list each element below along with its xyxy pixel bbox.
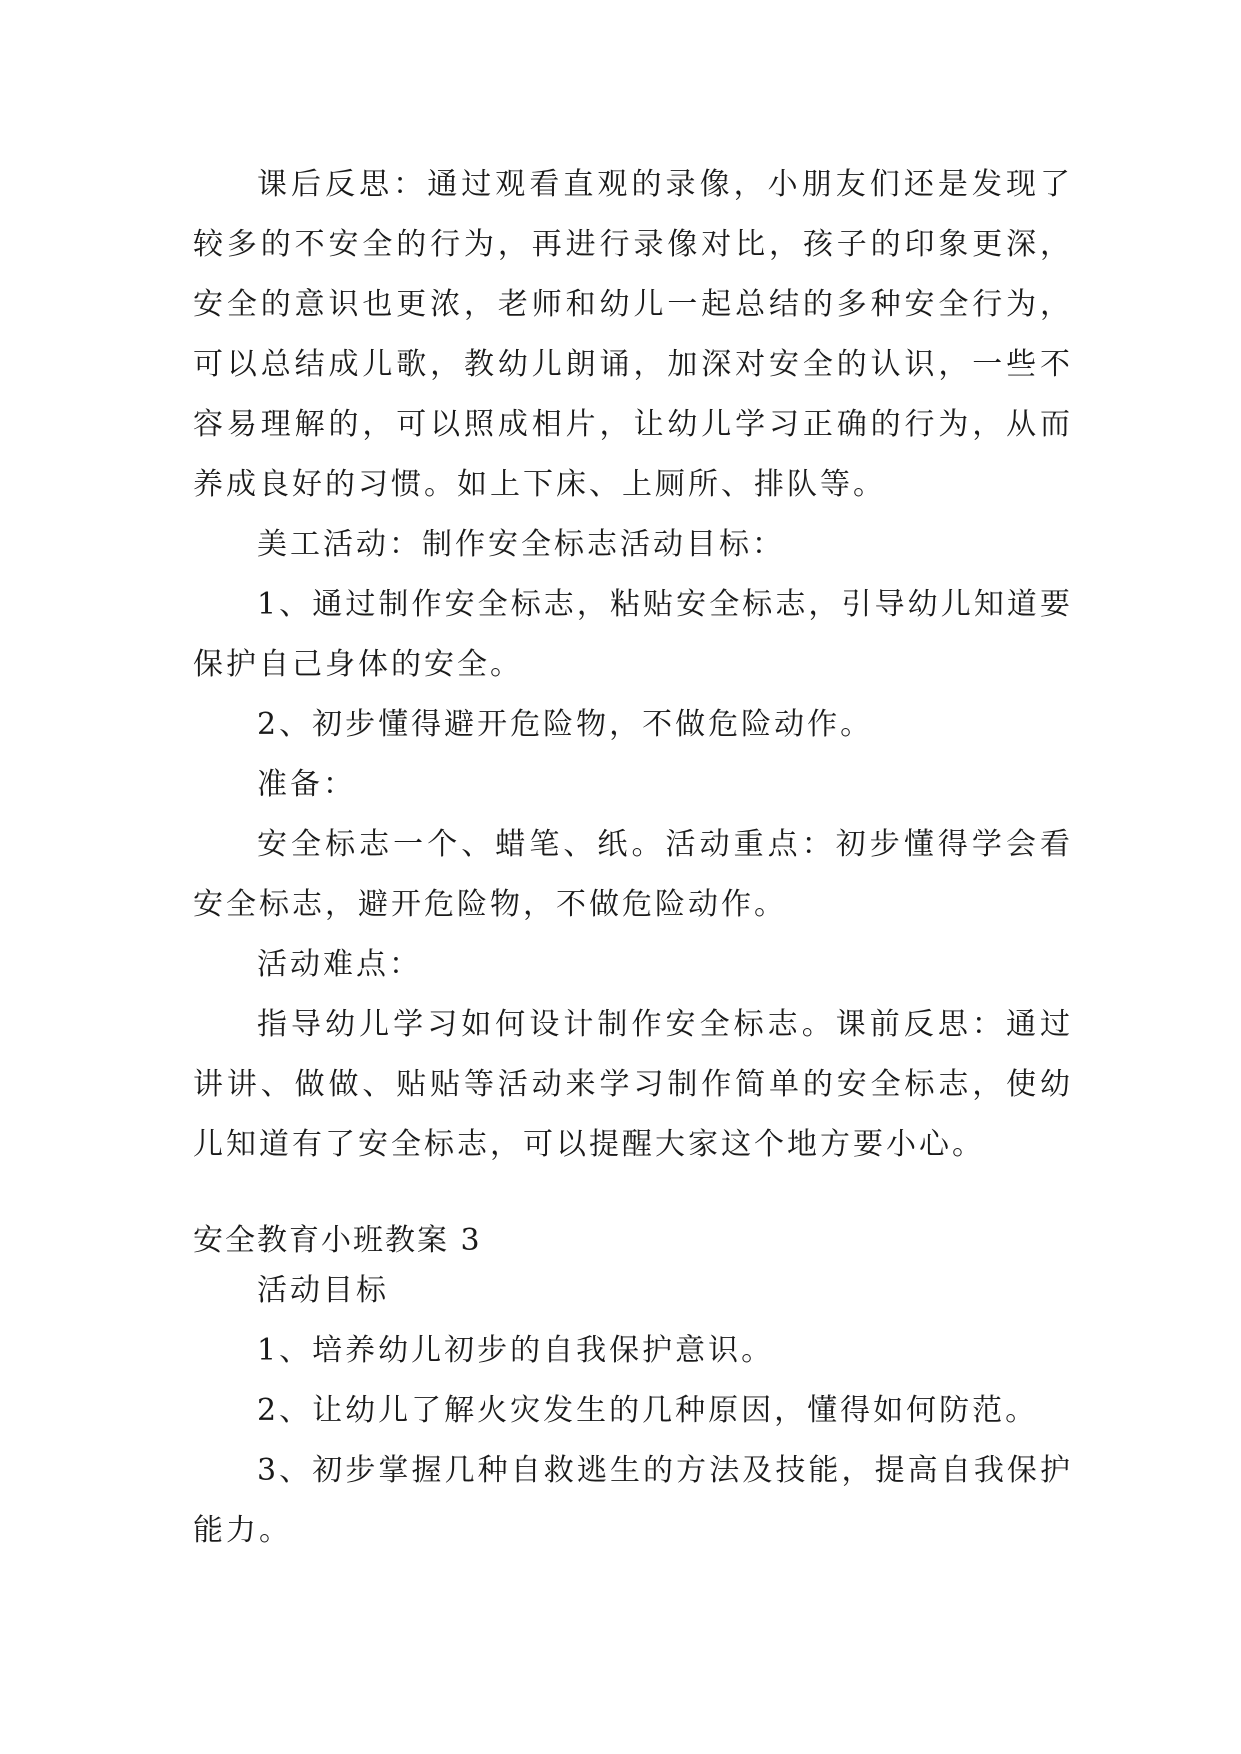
section-2-body bbox=[193, 1261, 1073, 1561]
paragraph-difficulty-label: 活动难点： bbox=[257, 947, 422, 982]
paragraph-objectives-label: 活动目标 bbox=[257, 1273, 389, 1308]
paragraph-preparation: 安全标志一个、蜡笔、纸。活动重点：初步懂得学会看安全标志，避开危险物，不做危险动作。 bbox=[193, 827, 1073, 922]
paragraph-difficulty: 指导幼儿学习如何设计制作安全标志。课前反思：通过讲讲、做做、贴贴等活动来学习制作简单的安全标志，使幼儿知道有了安全标志，可以提醒大家这个地方要小心。 bbox=[193, 1007, 1073, 1162]
paragraph-goal-2: 2、初步懂得避开危险物，不做危险动作。 bbox=[257, 707, 874, 742]
paragraph-reflection: 课后反思：通过观看直观的录像，小朋友们还是发现了较多的不安全的行为，再进行录像对比，孩子的印象更深，安全的意识也更浓，老师和幼儿一起总结的多种安全行为，可以总结成儿歌，教幼儿朗诵，加深对安全的认识，一些不容易理解的，可以照成相片，让幼儿学习正确的行为，从而养成良好的习惯。如上下床、上厕所、排队等。 bbox=[193, 167, 1073, 502]
paragraph-preparation-label: 准备： bbox=[257, 767, 356, 802]
paragraph-goal-1: 1、通过制作安全标志，粘贴安全标志，引导幼儿知道要保护自己身体的安全。 bbox=[193, 587, 1073, 682]
paragraph-objective-3: 3、初步掌握几种自救逃生的方法及技能，提高自我保护能力。 bbox=[193, 1453, 1073, 1548]
section-1-body bbox=[193, 155, 1073, 1175]
paragraph-objective-2: 2、让幼儿了解火灾发生的几种原因，懂得如何防范。 bbox=[257, 1393, 1039, 1428]
paragraph-objective-1: 1、培养幼儿初步的自我保护意识。 bbox=[257, 1333, 775, 1368]
section-2-heading: 安全教育小班教案 3 bbox=[193, 1223, 482, 1258]
paragraph-art-activity: 美工活动：制作安全标志活动目标： bbox=[257, 527, 785, 562]
